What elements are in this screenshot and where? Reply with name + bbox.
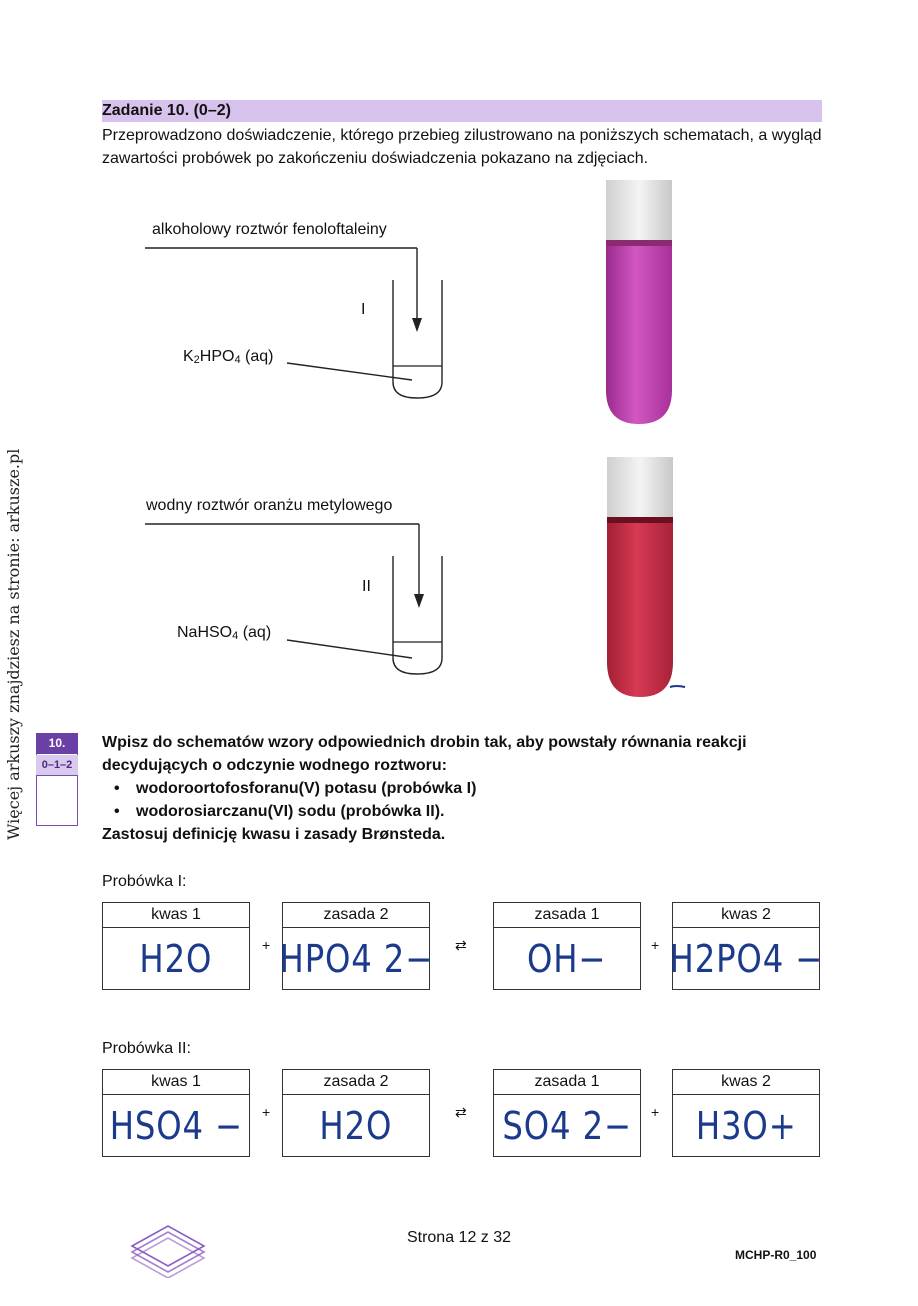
- plus-sign: +: [651, 1104, 660, 1120]
- sidebar-watermark-text: Więcej arkuszy znajdziesz na stronie: arkusze.pl: [4, 448, 23, 840]
- task-title: Zadanie 10. (0–2): [102, 102, 231, 119]
- experiment-2-diagram: [140, 516, 460, 686]
- cke-logo: [128, 1218, 208, 1278]
- answer-text: HPO4 2−: [279, 937, 433, 981]
- scheme-1-box-acid-1: [102, 902, 250, 990]
- test-tube-photo-1: [603, 180, 675, 428]
- answer-text: SO4 2−: [502, 1104, 632, 1148]
- box-header: kwas 1: [103, 903, 249, 928]
- equilibrium-arrow: ⇄: [455, 1104, 467, 1120]
- instructions: [102, 731, 842, 846]
- answer-text: OH−: [527, 937, 607, 981]
- document-code: MCHP-R0_100: [735, 1248, 817, 1262]
- answer-field[interactable]: [283, 1095, 429, 1157]
- box-header: kwas 1: [103, 1070, 249, 1095]
- box-header: zasada 2: [283, 903, 429, 928]
- scheme-2-box-base-1: [493, 1069, 641, 1157]
- box-header: kwas 2: [673, 1070, 819, 1095]
- instruction-bullet-1: • wodoroortofosforanu(V) potasu (probówka I): [136, 777, 842, 800]
- box-header: zasada 2: [283, 1070, 429, 1095]
- box-header: zasada 1: [494, 903, 640, 928]
- answer-field[interactable]: [669, 928, 823, 990]
- scheme-2-box-base-2: [282, 1069, 430, 1157]
- scheme-2-box-acid-1: [102, 1069, 250, 1157]
- scheme-1-box-acid-2: [669, 902, 823, 990]
- plus-sign: +: [262, 937, 271, 953]
- answer-field[interactable]: [494, 1095, 640, 1157]
- box-header: zasada 1: [494, 1070, 640, 1095]
- solution-2-label: NaHSO4 (aq): [177, 624, 272, 642]
- plus-sign: +: [262, 1104, 271, 1120]
- score-points: 0–1–2: [36, 755, 78, 776]
- reagent-1-label: alkoholowy roztwór fenoloftaleiny: [152, 221, 387, 238]
- scheme-1-box-base-1: [493, 902, 641, 990]
- answer-text: HSO4 −: [109, 1104, 243, 1148]
- page-number: Strona 12 z 32: [406, 1229, 512, 1246]
- instruction-list: [102, 777, 842, 823]
- box-header: kwas 2: [673, 903, 819, 928]
- scheme-2-box-acid-2: [672, 1069, 820, 1157]
- scheme-1-box-base-2: [279, 902, 433, 990]
- answer-field[interactable]: [494, 928, 640, 990]
- instruction-bullet-2: • wodorosiarczanu(VI) sodu (probówka II).: [136, 800, 842, 823]
- instruction-line-2: Zastosuj definicję kwasu i zasady Brønsteda.: [102, 826, 446, 843]
- answer-field[interactable]: [103, 928, 249, 990]
- answer-field[interactable]: [673, 1095, 819, 1157]
- solution-1-label: K2HPO4 (aq): [183, 348, 274, 366]
- answer-text: H3O+: [695, 1104, 797, 1148]
- answer-text: H2O: [139, 937, 213, 981]
- answer-field[interactable]: [279, 928, 433, 990]
- reagent-2-label: wodny roztwór oranżu metylowego: [146, 497, 393, 514]
- task-intro: Przeprowadzono doświadczenie, którego przebieg zilustrowano na poniższych schematach, a wygląd zawartości probówek po zakończeniu doświadczenia pokazano na zdjęciach.: [102, 127, 822, 167]
- scheme-1-label: Probówka I:: [102, 873, 187, 890]
- answer-text: H2O: [319, 1104, 393, 1148]
- plus-sign: +: [651, 937, 660, 953]
- test-tube-photo-2: [604, 457, 688, 701]
- roman-numeral-2: II: [362, 578, 371, 595]
- equilibrium-arrow: ⇄: [455, 937, 467, 953]
- scheme-2-label: Probówka II:: [102, 1040, 191, 1057]
- experiment-1-diagram: [140, 240, 460, 410]
- answer-field[interactable]: [103, 1095, 249, 1157]
- answer-text: H2PO4 −: [669, 937, 823, 981]
- score-task-number: 10.: [36, 733, 78, 754]
- instruction-line-1: Wpisz do schematów wzory odpowiednich drobin tak, aby powstały równania reakcji decydujących o odczynie wodnego roztworu:: [102, 734, 747, 774]
- roman-numeral-1: I: [361, 301, 366, 318]
